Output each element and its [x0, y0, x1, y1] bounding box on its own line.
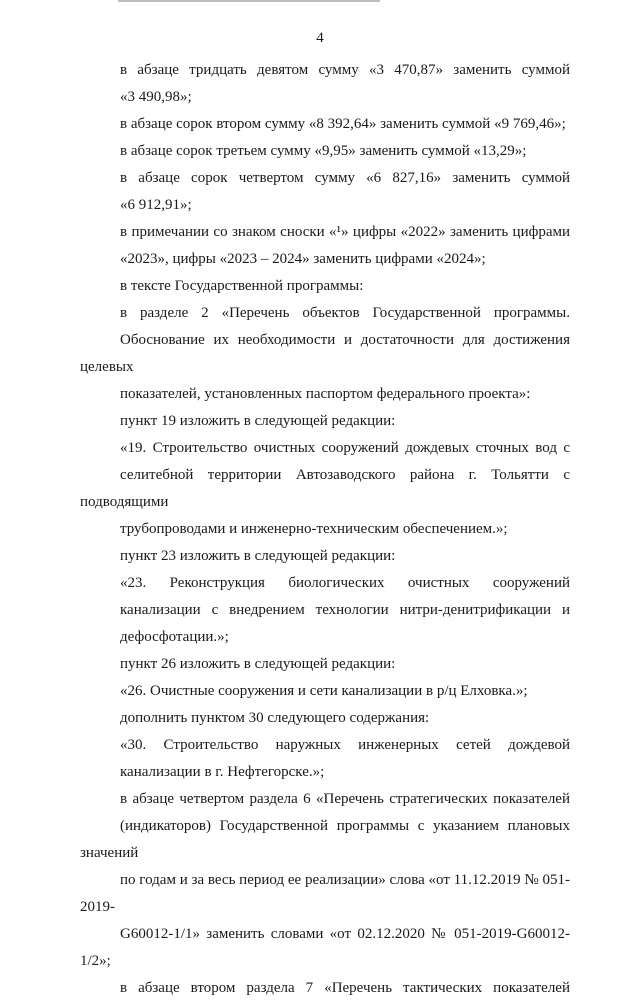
paragraph-7 — [80, 300, 570, 408]
paragraph-8 — [80, 408, 570, 435]
text-line: показателей, установленных паспортом федерального проекта»: — [120, 386, 531, 402]
text-line: в абзаце втором раздела 7 «Перечень тактических показателей — [120, 980, 570, 996]
text-line: дополнить пунктом 30 следующего содержания: — [120, 710, 430, 726]
page-number: 4 — [316, 30, 324, 46]
text-line: Обоснование их необходимости и достаточности для достижения целевых — [80, 332, 570, 375]
text-line: «19. Строительство очистных сооружений дождевых сточных вод с — [120, 440, 570, 456]
text-line: «26. Очистные сооружения и сети канализации в р/ц Елховка.»; — [120, 683, 528, 699]
text-line: в абзаце сорок третьем сумму «9,95» заменить суммой «13,29»; — [120, 143, 527, 159]
text-line: «3 490,98»; — [120, 89, 192, 105]
paragraph-5 — [80, 219, 570, 273]
text-line: трубопроводами и инженерно-техническим обеспечением.»; — [120, 521, 508, 537]
text-line: в абзаце сорок втором сумму «8 392,64» заменить суммой «9 769,46»; — [120, 116, 566, 132]
paragraph-16 — [80, 786, 570, 975]
top-rule — [118, 0, 380, 2]
text-line: пункт 19 изложить в следующей редакции: — [120, 413, 396, 429]
text-line: по годам и за весь период ее реализации» слова «от 11.12.2019 № 051-2019- — [80, 872, 570, 915]
paragraph-9 — [80, 435, 570, 543]
text-line: в разделе 2 «Перечень объектов Государственной программы. — [120, 305, 570, 321]
paragraph-12 — [80, 651, 570, 678]
text-line: (индикаторов) Государственной программы с указанием плановых значений — [80, 818, 570, 861]
text-line: канализации в г. Нефтегорске.»; — [120, 764, 325, 780]
paragraph-3 — [80, 138, 570, 165]
text-line: пункт 26 изложить в следующей редакции: — [120, 656, 396, 672]
paragraph-1 — [80, 57, 570, 111]
text-line: в абзаце четвертом раздела 6 «Перечень стратегических показателей — [120, 791, 570, 807]
text-line: «6 912,91»; — [120, 197, 192, 213]
text-line: канализации с внедрением технологии нитри-денитрификации и — [120, 602, 570, 618]
text-line: в абзаце сорок четвертом сумму «6 827,16» заменить суммой — [120, 170, 570, 186]
text-line: в тексте Государственной программы: — [120, 278, 364, 294]
paragraph-10 — [80, 543, 570, 570]
paragraph-11 — [80, 570, 570, 651]
text-line: «2023», цифры «2023 – 2024» заменить цифрами «2024»; — [120, 251, 486, 267]
paragraph-2 — [80, 111, 570, 138]
text-line: G60012-1/1» заменить словами «от 02.12.2020 № 051-2019-G60012-1/2»; — [80, 926, 570, 969]
paragraph-6 — [80, 273, 570, 300]
document-body — [80, 57, 570, 1002]
paragraph-4 — [80, 165, 570, 219]
text-line: пункт 23 изложить в следующей редакции: — [120, 548, 396, 564]
text-line: «23. Реконструкция биологических очистных сооружений — [120, 575, 570, 591]
text-line: «30. Строительство наружных инженерных сетей дождевой — [120, 737, 570, 753]
text-line: в примечании со знаком сноски «¹» цифры «2022» заменить цифрами — [120, 224, 570, 240]
text-line: селитебной территории Автозаводского района г. Тольятти с подводящими — [80, 467, 570, 510]
paragraph-13 — [80, 678, 570, 705]
paragraph-15 — [80, 732, 570, 786]
paragraph-17 — [80, 975, 570, 1002]
text-line: дефосфотации.»; — [120, 629, 229, 645]
text-line: в абзаце тридцать девятом сумму «3 470,87» заменить суммой — [120, 62, 570, 78]
paragraph-14 — [80, 705, 570, 732]
